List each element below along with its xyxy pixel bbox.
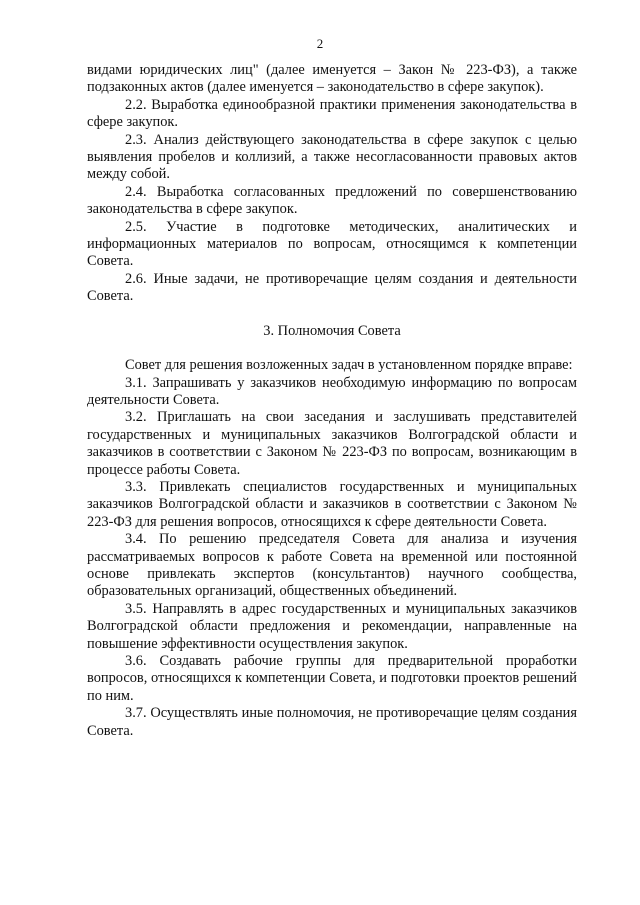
paragraph-2-2: 2.2. Выработка единообразной практики применения законодательства в сфере закупок. [87, 96, 577, 131]
paragraph-3-4: 3.4. По решению председателя Совета для анализа и изучения рассматриваемых вопросов к работе Совета на временной или постоянной основе привлекать экспертов (консультантов) научного сообщества, образовательных организаций, общественных объединений. [87, 531, 577, 600]
section-heading: 3. Полномочия Совета [263, 322, 401, 339]
paragraph-2-3: 2.3. Анализ действующего законодательства в сфере закупок с целью выявления пробелов и коллизий, а также несогласованности правовых актов между собой. [87, 131, 577, 183]
paragraph-3-3: 3.3. Привлекать специалистов государственных и муниципальных заказчиков Волгоградской области и заказчиков в соответствии с Законом № 223-ФЗ для решения вопросов, относящихся к сфере деятельности Совета. [87, 478, 577, 530]
paragraph-2-6: 2.6. Иные задачи, не противоречащие целям создания и деятельности Совета. [87, 270, 577, 305]
paragraph-intro: Совет для решения возложенных задач в установленном порядке вправе: [125, 357, 573, 374]
paragraph-3-1: 3.1. Запрашивать у заказчиков необходимую информацию по вопросам деятельности Совета. [87, 374, 577, 408]
paragraph-3-5: 3.5. Направлять в адрес государственных и муниципальных заказчиков Волгоградской области предложения и рекомендации, направленные на повышение эффективности осуществления закупок. [87, 600, 577, 652]
paragraph-3-6: 3.6. Создавать рабочие группы для предварительной проработки вопросов, относящихся к компетенции Совета, и подготовки проектов решений по ним. [87, 653, 577, 704]
document-body [87, 62, 577, 740]
paragraph-3-2: 3.2. Приглашать на свои заседания и заслушивать представителей государственных и муниципальных заказчиков Волгоградской области и заказчиков в соответствии с Законом № 223-ФЗ по вопросам, возникающим в процессе работы Совета. [87, 409, 577, 478]
paragraph-continuation: видами юридических лиц" (далее именуется – Закон № 223-ФЗ), а также подзаконных актов (далее именуется – законодательство в сфере закупок). [87, 62, 577, 96]
paragraph-3-7: 3.7. Осуществлять иные полномочия, не противоречащие целям создания Совета. [87, 705, 577, 739]
paragraph-2-5: 2.5. Участие в подготовке методических, аналитических и информационных материалов по вопросам, относящимся к компетенции Совета. [87, 218, 577, 270]
page-number: 2 [316, 36, 324, 51]
paragraph-2-4: 2.4. Выработка согласованных предложений по совершенствованию законодательства в сфере закупок. [87, 183, 577, 218]
